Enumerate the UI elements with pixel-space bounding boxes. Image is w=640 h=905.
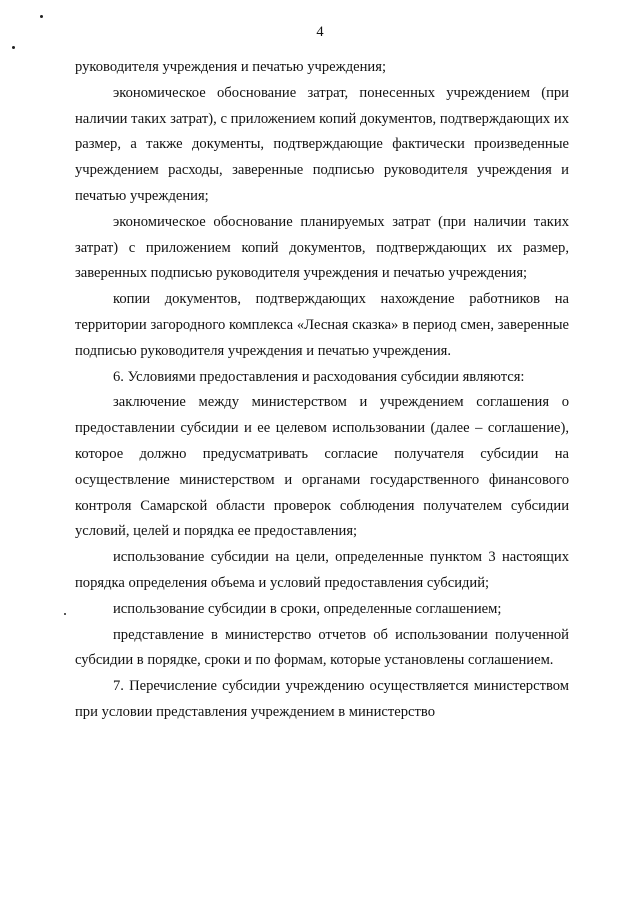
paragraph-agreement: заключение между министерством и учреждением соглашения о предоставлении субсидии и ее целевом использовании (далее – соглашение), которое должно предусматривать согласие получателя субсидии на осуществление министерством и органами государственного финансового контроля Самарской области проверок соблюдения получателем субсидии условий, целей и порядка ее предоставления; xyxy=(75,394,569,540)
scan-speck xyxy=(40,15,43,18)
paragraph-section-7: 7. Перечисление субсидии учреждению осуществляется министерством при условии представления учреждением в министерство xyxy=(75,678,569,720)
paragraph-cost-justification-planned: экономическое обоснование планируемых затрат (при наличии таких затрат) с приложением копий документов, подтверждающих их размер, заверенных подписью руководителя учреждения и печатью учреждения; xyxy=(75,213,569,282)
paragraph-staff-documents: копии документов, подтверждающих нахождение работников на территории загородного комплекса «Лесная сказка» в период смен, заверенные подписью руководителя учреждения и печатью учреждения. xyxy=(75,291,569,359)
scan-speck xyxy=(64,613,66,615)
paragraph-cost-justification-incurred: экономическое обоснование затрат, понесенных учреждением (при наличии таких затрат), с приложением копий документов, подтверждающих их размер, а также документы, подтверждающие фактически произведенные учреждением расходы, заверенные подписью руководителя учреждения и печатью учреждения; xyxy=(75,84,569,204)
paragraph-section-6-heading: 6. Условиями предоставления и расходования субсидии являются: xyxy=(113,368,525,385)
paragraph-purpose-use: использование субсидии на цели, определенные пунктом 3 настоящих порядка определения объема и условий предоставления субсидий; xyxy=(75,549,569,591)
page-number: 4 xyxy=(316,24,324,40)
document-body xyxy=(75,55,569,726)
paragraph-deadline-use: использование субсидии в сроки, определенные соглашением; xyxy=(113,600,502,617)
paragraph-continuation: руководителя учреждения и печатью учреждения; xyxy=(75,59,387,75)
scan-speck xyxy=(12,46,15,49)
paragraph-reports: представление в министерство отчетов об использовании полученной субсидии в порядке, сроки и по формам, которые установлены соглашением. xyxy=(75,626,569,669)
